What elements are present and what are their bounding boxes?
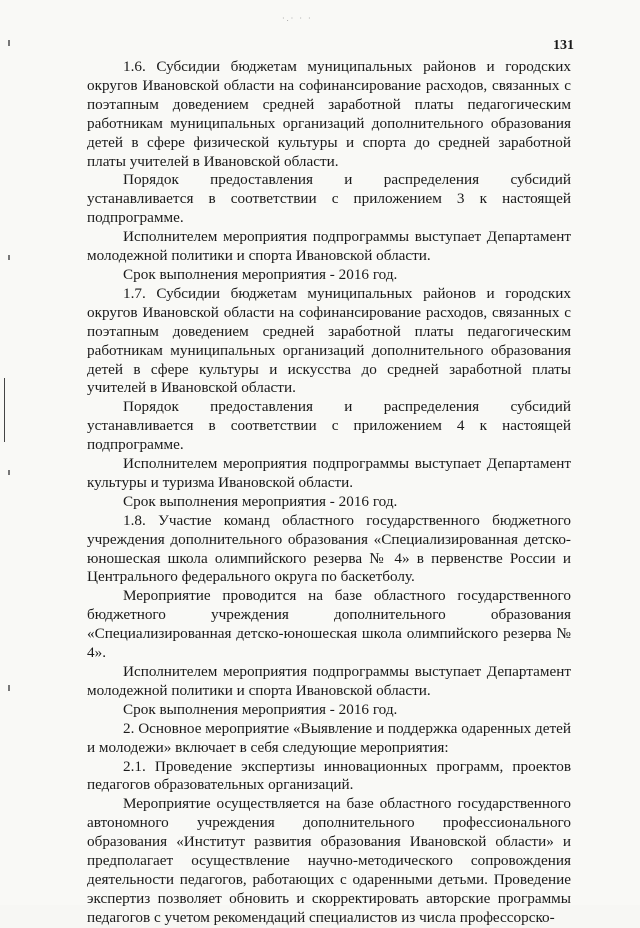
paragraph-deadline: Срок выполнения мероприятия - 2016 год. (123, 700, 398, 718)
scan-edge-mark (8, 255, 10, 260)
paragraph-2-1-details: Мероприятие осуществляется на базе областного государственного автономного учреждения дополнительного профессионального образования «Институт развития образования Ивановской области» и предполагает осуществление научно-методического сопровождения деятельности педагогов, работающих с одаренными детьми. Проведение экспертиз позволяет обновить и скорректировать авторские программы педагогов с учетом рекомендаций специалистов из числа профессорско- (87, 795, 571, 926)
paragraph-executor: Исполнителем мероприятия подпрограммы выступает Департамент молодежной политики и спорта Ивановской области. (87, 228, 571, 265)
paragraph-procedure: Порядок предоставления и распределения субсидий устанавливается в соответствии с приложением 3 к настоящей подпрограмме. (87, 171, 571, 227)
scan-edge-mark (8, 40, 10, 46)
paragraph-venue: Мероприятие проводится на базе областного государственного бюджетного учреждения дополнительного образования «Специализированная детско-юношеская школа олимпийского резерва № 4». (87, 587, 571, 662)
paragraph-2-1: 2.1. Проведение экспертизы инновационных программ, проектов педагогов образовательных организаций. (87, 757, 571, 794)
scan-edge-mark (8, 470, 10, 475)
paragraph-procedure: Порядок предоставления и распределения субсидий устанавливается в соответствии с приложением 4 к настоящей подпрограмме. (87, 398, 571, 454)
scan-margin-line (4, 378, 5, 442)
paragraph-deadline: Срок выполнения мероприятия - 2016 год. (123, 265, 398, 283)
scan-noise: ·.· · · (282, 14, 313, 23)
paragraph-executor: Исполнителем мероприятия подпрограммы выступает Департамент культуры и туризма Ивановской области. (87, 455, 571, 491)
paragraph-deadline: Срок выполнения мероприятия - 2016 год. (123, 492, 398, 510)
paragraph-2: 2. Основное мероприятие «Выявление и поддержка одаренных детей и молодежи» включает в себя следующие мероприятия: (87, 719, 571, 756)
paragraph-1-7: 1.7. Субсидии бюджетам муниципальных районов и городских округов Ивановской области на софинансирование расходов, связанных с поэтапным доведением средней заработной платы педагогическим работникам муниципальных организаций дополнительного образования детей в сфере культуры и искусства до средней заработной платы учителей в Ивановской области. (87, 284, 571, 397)
paragraph-1-6: 1.6. Субсидии бюджетам муниципальных районов и городских округов Ивановской области на софинансирование расходов, связанных с поэтапным доведением средней заработной платы педагогическим работникам муниципальных организаций дополнительного образования детей в сфере физической культуры и спорта до средней заработной платы учителей в Ивановской области. (87, 58, 571, 170)
document-body (87, 58, 571, 928)
scan-edge-mark (8, 685, 10, 691)
paragraph-executor: Исполнителем мероприятия подпрограммы выступает Департамент молодежной политики и спорта Ивановской области. (87, 663, 571, 699)
paragraph-1-8: 1.8. Участие команд областного государственного бюджетного учреждения дополнительного образования «Специализированная детско-юношеская школа олимпийского резерва № 4» в первенстве России и Центрального федерального округа по баскетболу. (87, 511, 571, 586)
page-number: 131 (553, 38, 574, 53)
